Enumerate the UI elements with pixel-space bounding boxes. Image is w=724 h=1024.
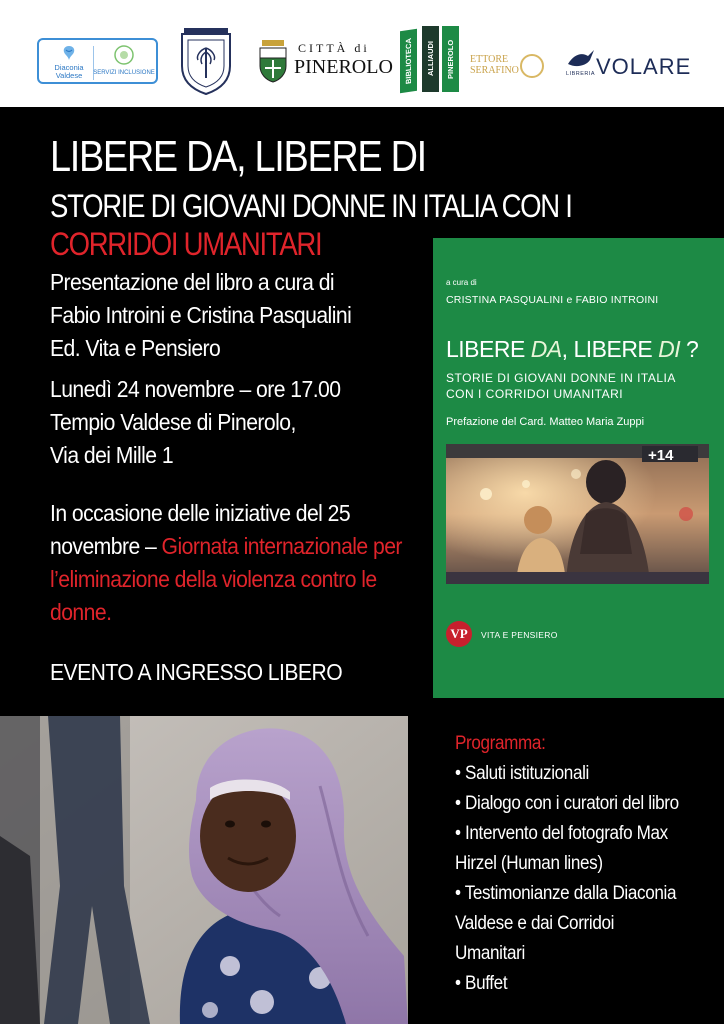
date-time: Lunedì 24 novembre – ore 17.00	[50, 376, 341, 402]
occasion-block	[50, 497, 402, 629]
libreria-volare-logo	[566, 44, 694, 84]
book-biblioteca: BIBLIOTECA	[400, 29, 417, 93]
biblioteca-alliaudi-logo	[400, 24, 462, 94]
venue: Tempio Valdese di Pinerolo,	[50, 409, 296, 435]
presentation-line: Fabio Introini e Cristina Pasqualini	[50, 302, 352, 328]
book-cover	[433, 238, 724, 698]
programma-item: • Intervento del fotografo Max	[455, 823, 668, 844]
woman-portrait-photo	[0, 716, 408, 1024]
giornata-text: Giornata internazionale per	[161, 533, 402, 559]
diaconia-name: Diaconia Valdese	[54, 63, 84, 80]
address: Via dei Mille 1	[50, 442, 174, 468]
programma-heading: Programma:	[455, 733, 546, 754]
diaconia-icon	[59, 44, 79, 62]
pinerolo-label: PINEROLO	[294, 56, 393, 78]
programma-item: • Saluti istituzionali	[455, 763, 589, 784]
book-title	[446, 336, 698, 363]
presentation-block	[50, 266, 351, 365]
pinerolo-coat-of-arms-icon	[256, 38, 290, 84]
book-title-part: ?	[680, 336, 699, 362]
event-subtitle-line2: CORRIDOI UMANITARI	[50, 226, 322, 262]
free-entry-label: EVENTO A INGRESSO LIBERO	[50, 659, 343, 685]
programma-item: • Dialogo con i curatori del libro	[455, 793, 679, 814]
servizi-inclusione-mark	[93, 44, 155, 82]
book-subtitle-line2: CON I CORRIDOI UMANITARI	[446, 387, 624, 401]
occasion-line: donne.	[50, 599, 112, 625]
event-title: LIBERE DA, LIBERE DI	[50, 132, 426, 181]
event-subtitle-line1: STORIE DI GIOVANI DONNE IN ITALIA CON I	[50, 188, 572, 224]
book-publisher: VITA E PENSIERO	[481, 630, 558, 640]
book-title-di: DI	[658, 336, 681, 362]
book-alliaudi: ALLIAUDI	[422, 26, 439, 92]
occasion-line: l’eliminazione della violenza contro le	[50, 566, 377, 592]
programma-item: Valdese e dai Corridoi	[455, 913, 615, 934]
ettore-serafino-logo	[468, 48, 546, 84]
programma-item: Hirzel (Human lines)	[455, 853, 603, 874]
book-cover-photo	[446, 444, 709, 584]
book-title-da: DA	[530, 336, 562, 362]
presentation-line: Ed. Vita e Pensiero	[50, 335, 221, 361]
departure-board-sign: +14	[648, 447, 674, 464]
bird-icon	[566, 46, 596, 72]
book-title-part: LIBERE	[446, 336, 531, 362]
book-title-part: , LIBERE	[561, 336, 659, 362]
servizi-inclusione-icon	[113, 44, 135, 66]
municipal-crest-logo	[178, 26, 234, 96]
book-authors: CRISTINA PASQUALINI e FABIO INTROINI	[446, 294, 659, 306]
ettore-serafino-name: ETTORE SERAFINO	[470, 54, 519, 76]
occasion-text: novembre –	[50, 533, 162, 559]
book-pinerolo: PINEROLO	[442, 26, 459, 92]
volare-label: VOLARE	[596, 54, 692, 79]
book-subtitle-line1: STORIE DI GIOVANI DONNE IN ITALIA	[446, 371, 676, 385]
servizi-inclusione-name: SERVIZI INCLUSIONE	[93, 70, 155, 76]
book-a-cura-di: a cura di	[446, 278, 477, 287]
occasion-line: In occasione delle iniziative del 25	[50, 500, 351, 526]
presentation-line: Presentazione del libro a cura di	[50, 269, 335, 295]
date-location-block	[50, 373, 340, 472]
diaconia-mark	[45, 44, 93, 82]
diaconia-valdese-logo	[37, 38, 158, 84]
citta-di-label: CITTÀ di	[298, 41, 370, 55]
programma-item: • Testimonianze dalla Diaconia	[455, 883, 677, 904]
citta-di-pinerolo-logo	[256, 36, 393, 86]
programma-item: Umanitari	[455, 943, 525, 964]
libreria-label: LIBRERIA	[566, 71, 596, 77]
book-preface: Prefazione del Card. Matteo Maria Zuppi	[446, 416, 645, 428]
vita-e-pensiero-logo: VP	[446, 621, 472, 647]
ettore-serafino-emblem-icon	[520, 54, 544, 78]
programma-item: • Buffet	[455, 973, 508, 994]
occasion-line	[50, 530, 402, 563]
sponsor-logo-bar	[0, 0, 724, 107]
